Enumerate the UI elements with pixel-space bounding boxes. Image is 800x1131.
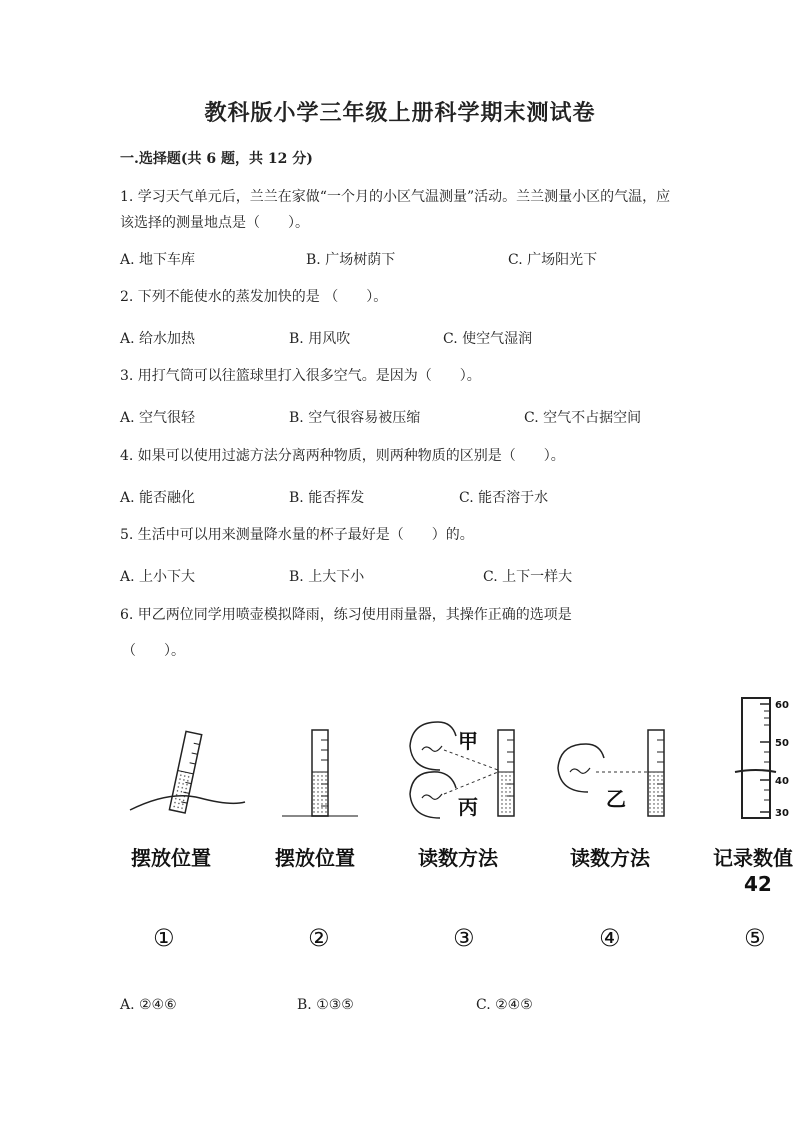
scale-tick-50: 50 <box>775 738 789 749</box>
panel-1-number: ① <box>153 924 175 952</box>
gauge-upright-drawing <box>282 730 358 816</box>
panel-5-number: ⑤ <box>744 924 766 952</box>
question-2: 2. 下列不能使水的蒸发加快的是 （ ）。 <box>120 289 388 305</box>
question-6: 6. 甲乙两位同学用喷壶模拟降雨，练习使用雨量器，其操作正确的选项是 <box>120 607 572 623</box>
q2-option-a: A. 给水加热 <box>120 331 196 347</box>
question-4: 4. 如果可以使用过滤方法分离两种物质，则两种物质的区别是（ ）。 <box>120 448 565 464</box>
panel-2-number: ② <box>308 924 330 952</box>
rain-gauge-figure <box>0 690 800 990</box>
q4-option-a: A. 能否融化 <box>120 490 196 506</box>
q6-option-c: C. ②④⑤ <box>476 997 533 1013</box>
q6-option-b: B. ①③⑤ <box>297 997 354 1013</box>
q5-option-c: C. 上下一样大 <box>483 569 573 585</box>
q1-option-a: A. 地下车库 <box>120 252 196 268</box>
panel-3-number: ③ <box>453 924 475 952</box>
q2-option-b: B. 用风吹 <box>289 331 351 347</box>
scale-closeup-drawing <box>735 698 789 819</box>
q3-option-a: A. 空气很轻 <box>120 410 196 426</box>
q1-option-b: B. 广场树荫下 <box>306 252 396 268</box>
q3-option-c: C. 空气不占据空间 <box>524 410 642 426</box>
question-5: 5. 生活中可以用来测量降水量的杯子最好是（ ）的。 <box>120 527 474 543</box>
reading-method-2-drawing <box>558 730 664 816</box>
question-6-blank: （ ）。 <box>122 643 185 659</box>
q5-option-a: A. 上小下大 <box>120 569 196 585</box>
section-heading: 一.选择题(共 6 题，共 12 分) <box>120 151 313 167</box>
panel-2-label: 摆放位置 <box>275 846 355 870</box>
page-title: 教科版小学三年级上册科学期末测试卷 <box>204 100 596 126</box>
q4-option-b: B. 能否挥发 <box>289 490 365 506</box>
q1-option-c: C. 广场阳光下 <box>508 252 598 268</box>
panel-3-label: 读数方法 <box>418 846 498 870</box>
q3-option-b: B. 空气很容易被压缩 <box>289 410 421 426</box>
question-3: 3. 用打气筒可以往篮球里打入很多空气。是因为（ ）。 <box>120 368 481 384</box>
panel-4-label: 读数方法 <box>570 846 650 870</box>
q4-option-c: C. 能否溶于水 <box>459 490 549 506</box>
panel-4-number: ④ <box>599 924 621 952</box>
label-yi: 乙 <box>606 787 626 811</box>
panel-1-label: 摆放位置 <box>131 846 211 870</box>
panel-5-value: 42 <box>744 872 772 896</box>
panel-5-label: 记录数值 <box>713 846 793 870</box>
scale-tick-30: 30 <box>775 808 789 819</box>
q6-option-a: A. ②④⑥ <box>120 997 177 1013</box>
label-bing: 丙 <box>458 795 478 819</box>
label-jia: 甲 <box>458 729 478 753</box>
q2-option-c: C. 使空气湿润 <box>443 331 533 347</box>
q5-option-b: B. 上大下小 <box>289 569 365 585</box>
scale-tick-60: 60 <box>775 700 789 711</box>
question-1: 1. 学习天气单元后，兰兰在家做“一个月的小区气温测量”活动。兰兰测量小区的气温，应该选择的测量地点是（ ）。 <box>120 189 671 231</box>
scale-tick-40: 40 <box>775 776 789 787</box>
gauge-tilted-drawing <box>130 731 245 813</box>
reading-method-1-drawing <box>410 722 514 819</box>
